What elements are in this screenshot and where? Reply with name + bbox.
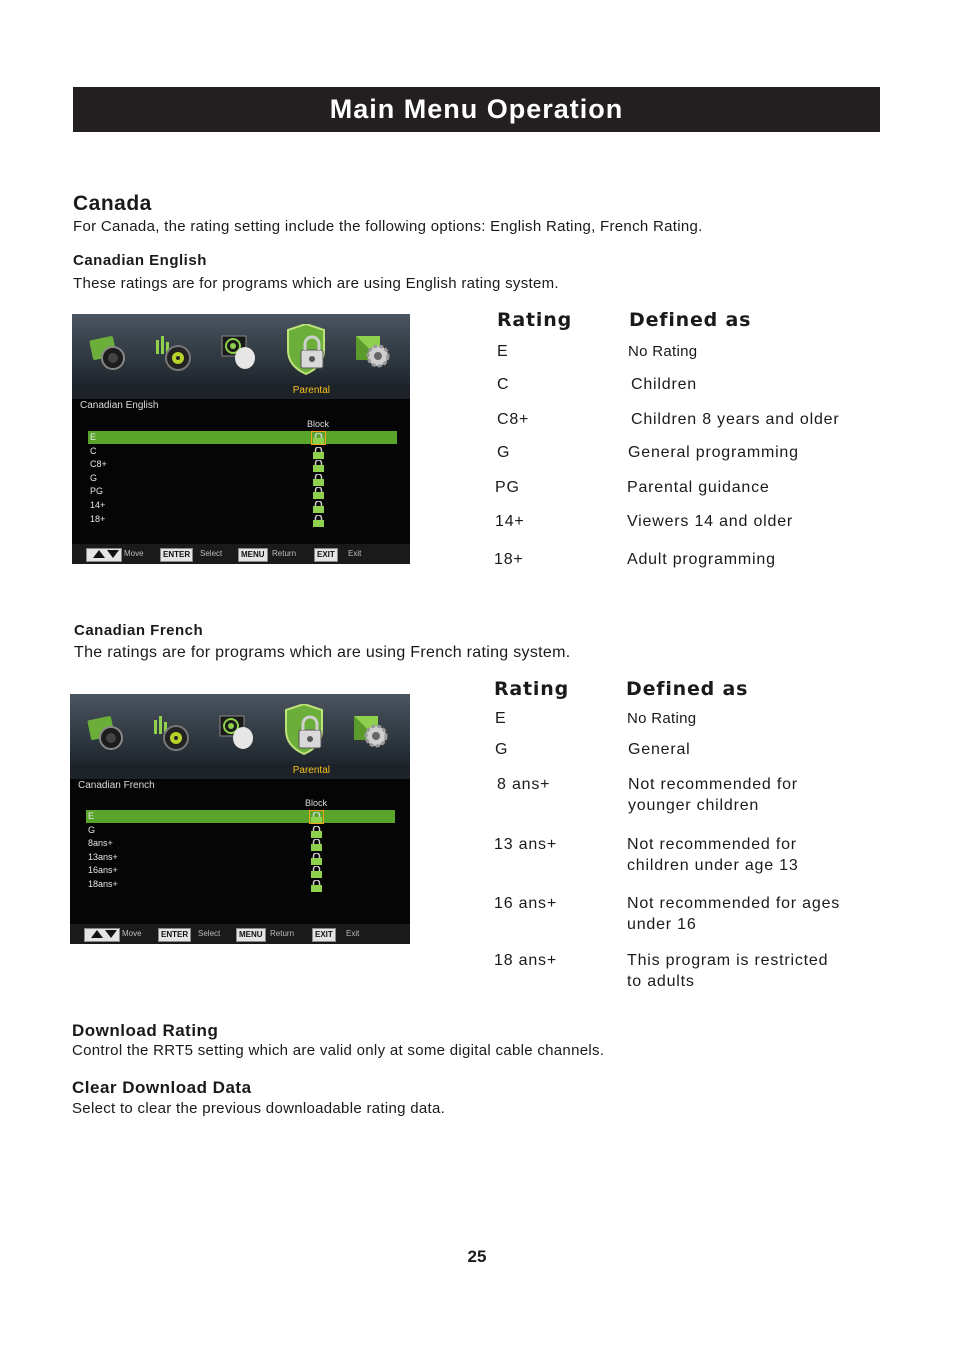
rating-code: 13 ans+ [494, 836, 557, 853]
menu-footer [70, 924, 410, 944]
rating-item[interactable]: 18ans+ [88, 879, 118, 889]
footer-exit-label: Exit [346, 929, 360, 938]
rating-code: G [495, 741, 509, 758]
download-heading: Download Rating [72, 1021, 219, 1040]
enter-key: ENTER [158, 928, 191, 942]
updown-key-icon [86, 548, 122, 562]
rating-code: 8 ans+ [497, 776, 551, 793]
picture-icon [86, 712, 126, 752]
enter-key: ENTER [160, 548, 193, 562]
rating-item[interactable]: 14+ [90, 500, 106, 510]
menu-icon-bar [72, 314, 410, 384]
menu-icon-bar [70, 694, 410, 764]
rating-item[interactable]: 8ans+ [88, 838, 113, 849]
block-column-header: Block [307, 419, 330, 429]
channel-icon [218, 712, 258, 752]
menu-title: Canadian English [80, 400, 159, 411]
rating-code: C8+ [497, 411, 530, 428]
rating-code: G [497, 444, 511, 461]
rating-item[interactable]: 13ans+ [88, 851, 118, 862]
rating-item[interactable]: G [90, 472, 98, 483]
block-lock-icon[interactable] [312, 432, 325, 444]
rating-item[interactable]: C8+ [90, 459, 107, 470]
download-desc: Control the RRT5 setting which are valid only at some digital cable channels. [72, 1042, 605, 1059]
rating-item[interactable]: C [90, 445, 97, 456]
picture-icon [88, 332, 128, 372]
rating-definition: Children [631, 376, 697, 393]
canada-intro: For Canada, the rating setting include the following options: English Rating, French Rating. [73, 218, 703, 235]
english-heading: Canadian English [73, 252, 207, 269]
block-lock-icon[interactable] [310, 811, 323, 823]
menu-key: MENU [238, 548, 268, 562]
canada-heading: Canada [73, 192, 152, 215]
block-lock-icon[interactable] [312, 473, 325, 485]
block-lock-icon[interactable] [310, 825, 323, 837]
english-desc: These ratings are for programs which are using English rating system. [73, 275, 559, 292]
tab-parental-label: Parental [292, 385, 330, 396]
footer-return-label: Return [272, 549, 297, 558]
parental-lock-icon [284, 324, 324, 364]
rating-definition: General [628, 741, 691, 758]
clear-desc: Select to clear the previous downloadable rating data. [72, 1100, 446, 1117]
block-lock-icon[interactable] [312, 459, 325, 471]
footer-return-label: Return [270, 929, 295, 938]
rating-code: C [497, 376, 510, 393]
rating-definition: Viewers 14 and older [627, 513, 794, 530]
block-lock-icon[interactable] [310, 838, 323, 850]
channel-icon [220, 332, 260, 372]
block-lock-icon[interactable] [312, 446, 325, 458]
footer-select-label: Select [200, 549, 223, 558]
setup-gear-icon [354, 332, 394, 372]
block-lock-icon[interactable] [310, 852, 323, 864]
rating-item[interactable]: E [90, 432, 97, 442]
footer-move-label: Move [124, 549, 144, 558]
menu-tab-bar [70, 764, 410, 779]
rating-definition: No Rating [628, 343, 698, 360]
sound-icon [152, 712, 192, 752]
sound-icon [154, 332, 194, 372]
setup-gear-icon [352, 712, 392, 752]
menu-title: Canadian French [78, 780, 155, 791]
english-col-defined: Defined as [629, 309, 752, 331]
block-lock-icon[interactable] [312, 514, 325, 526]
updown-key-icon [84, 928, 120, 942]
rating-item[interactable]: E [88, 811, 95, 821]
rating-item[interactable]: PG [90, 486, 104, 497]
page-number: 25 [467, 1247, 487, 1266]
english-col-rating: Rating [497, 309, 572, 331]
rating-code: E [497, 343, 509, 360]
rating-code: 18+ [494, 551, 524, 568]
block-lock-icon[interactable] [310, 865, 323, 877]
page-title: Main Menu Operation [329, 94, 624, 124]
block-lock-icon[interactable] [312, 486, 325, 498]
rating-definition: No Rating [627, 710, 697, 727]
selected-row-highlight [86, 810, 395, 823]
footer-move-label: Move [122, 929, 142, 938]
french-screenshot [70, 694, 410, 944]
french-desc: The ratings are for programs which are using French rating system. [74, 644, 571, 661]
tab-parental-label: Parental [292, 765, 330, 776]
rating-item[interactable]: 16ans+ [88, 865, 118, 876]
selected-row-highlight [88, 431, 397, 444]
rating-code: PG [495, 479, 520, 496]
rating-code: 14+ [495, 513, 525, 530]
rating-definition: General programming [628, 444, 799, 461]
rating-definition: Children 8 years and older [631, 411, 840, 428]
page-banner [73, 87, 880, 132]
rating-definition: Parental guidance [627, 479, 770, 496]
exit-key: EXIT [312, 928, 336, 942]
rating-item[interactable]: G [88, 824, 96, 835]
french-heading: Canadian French [74, 622, 204, 639]
rating-definition: Not recommended for younger children [628, 776, 798, 814]
rating-definition: Not recommended for ages under 16 [627, 895, 841, 933]
menu-key: MENU [236, 928, 266, 942]
footer-exit-label: Exit [348, 549, 362, 558]
english-screenshot [72, 314, 410, 564]
menu-footer [72, 544, 410, 564]
rating-code: 16 ans+ [494, 895, 557, 912]
rating-code: 18 ans+ [494, 952, 557, 969]
french-col-rating: Rating [494, 678, 569, 700]
footer-select-label: Select [198, 929, 221, 938]
menu-tab-bar [72, 384, 410, 399]
rating-item[interactable]: 18+ [90, 513, 106, 524]
block-column-header: Block [305, 798, 328, 808]
french-col-defined: Defined as [626, 678, 749, 700]
parental-lock-icon [282, 704, 322, 744]
rating-code: E [495, 710, 507, 727]
block-lock-icon[interactable] [312, 500, 325, 512]
rating-definition: Not recommended for children under age 13 [627, 836, 799, 874]
clear-heading: Clear Download Data [72, 1078, 252, 1097]
rating-definition: Adult programming [627, 551, 776, 568]
block-lock-icon[interactable] [310, 879, 323, 891]
rating-definition: This program is restricted to adults [627, 952, 829, 990]
exit-key: EXIT [314, 548, 338, 562]
